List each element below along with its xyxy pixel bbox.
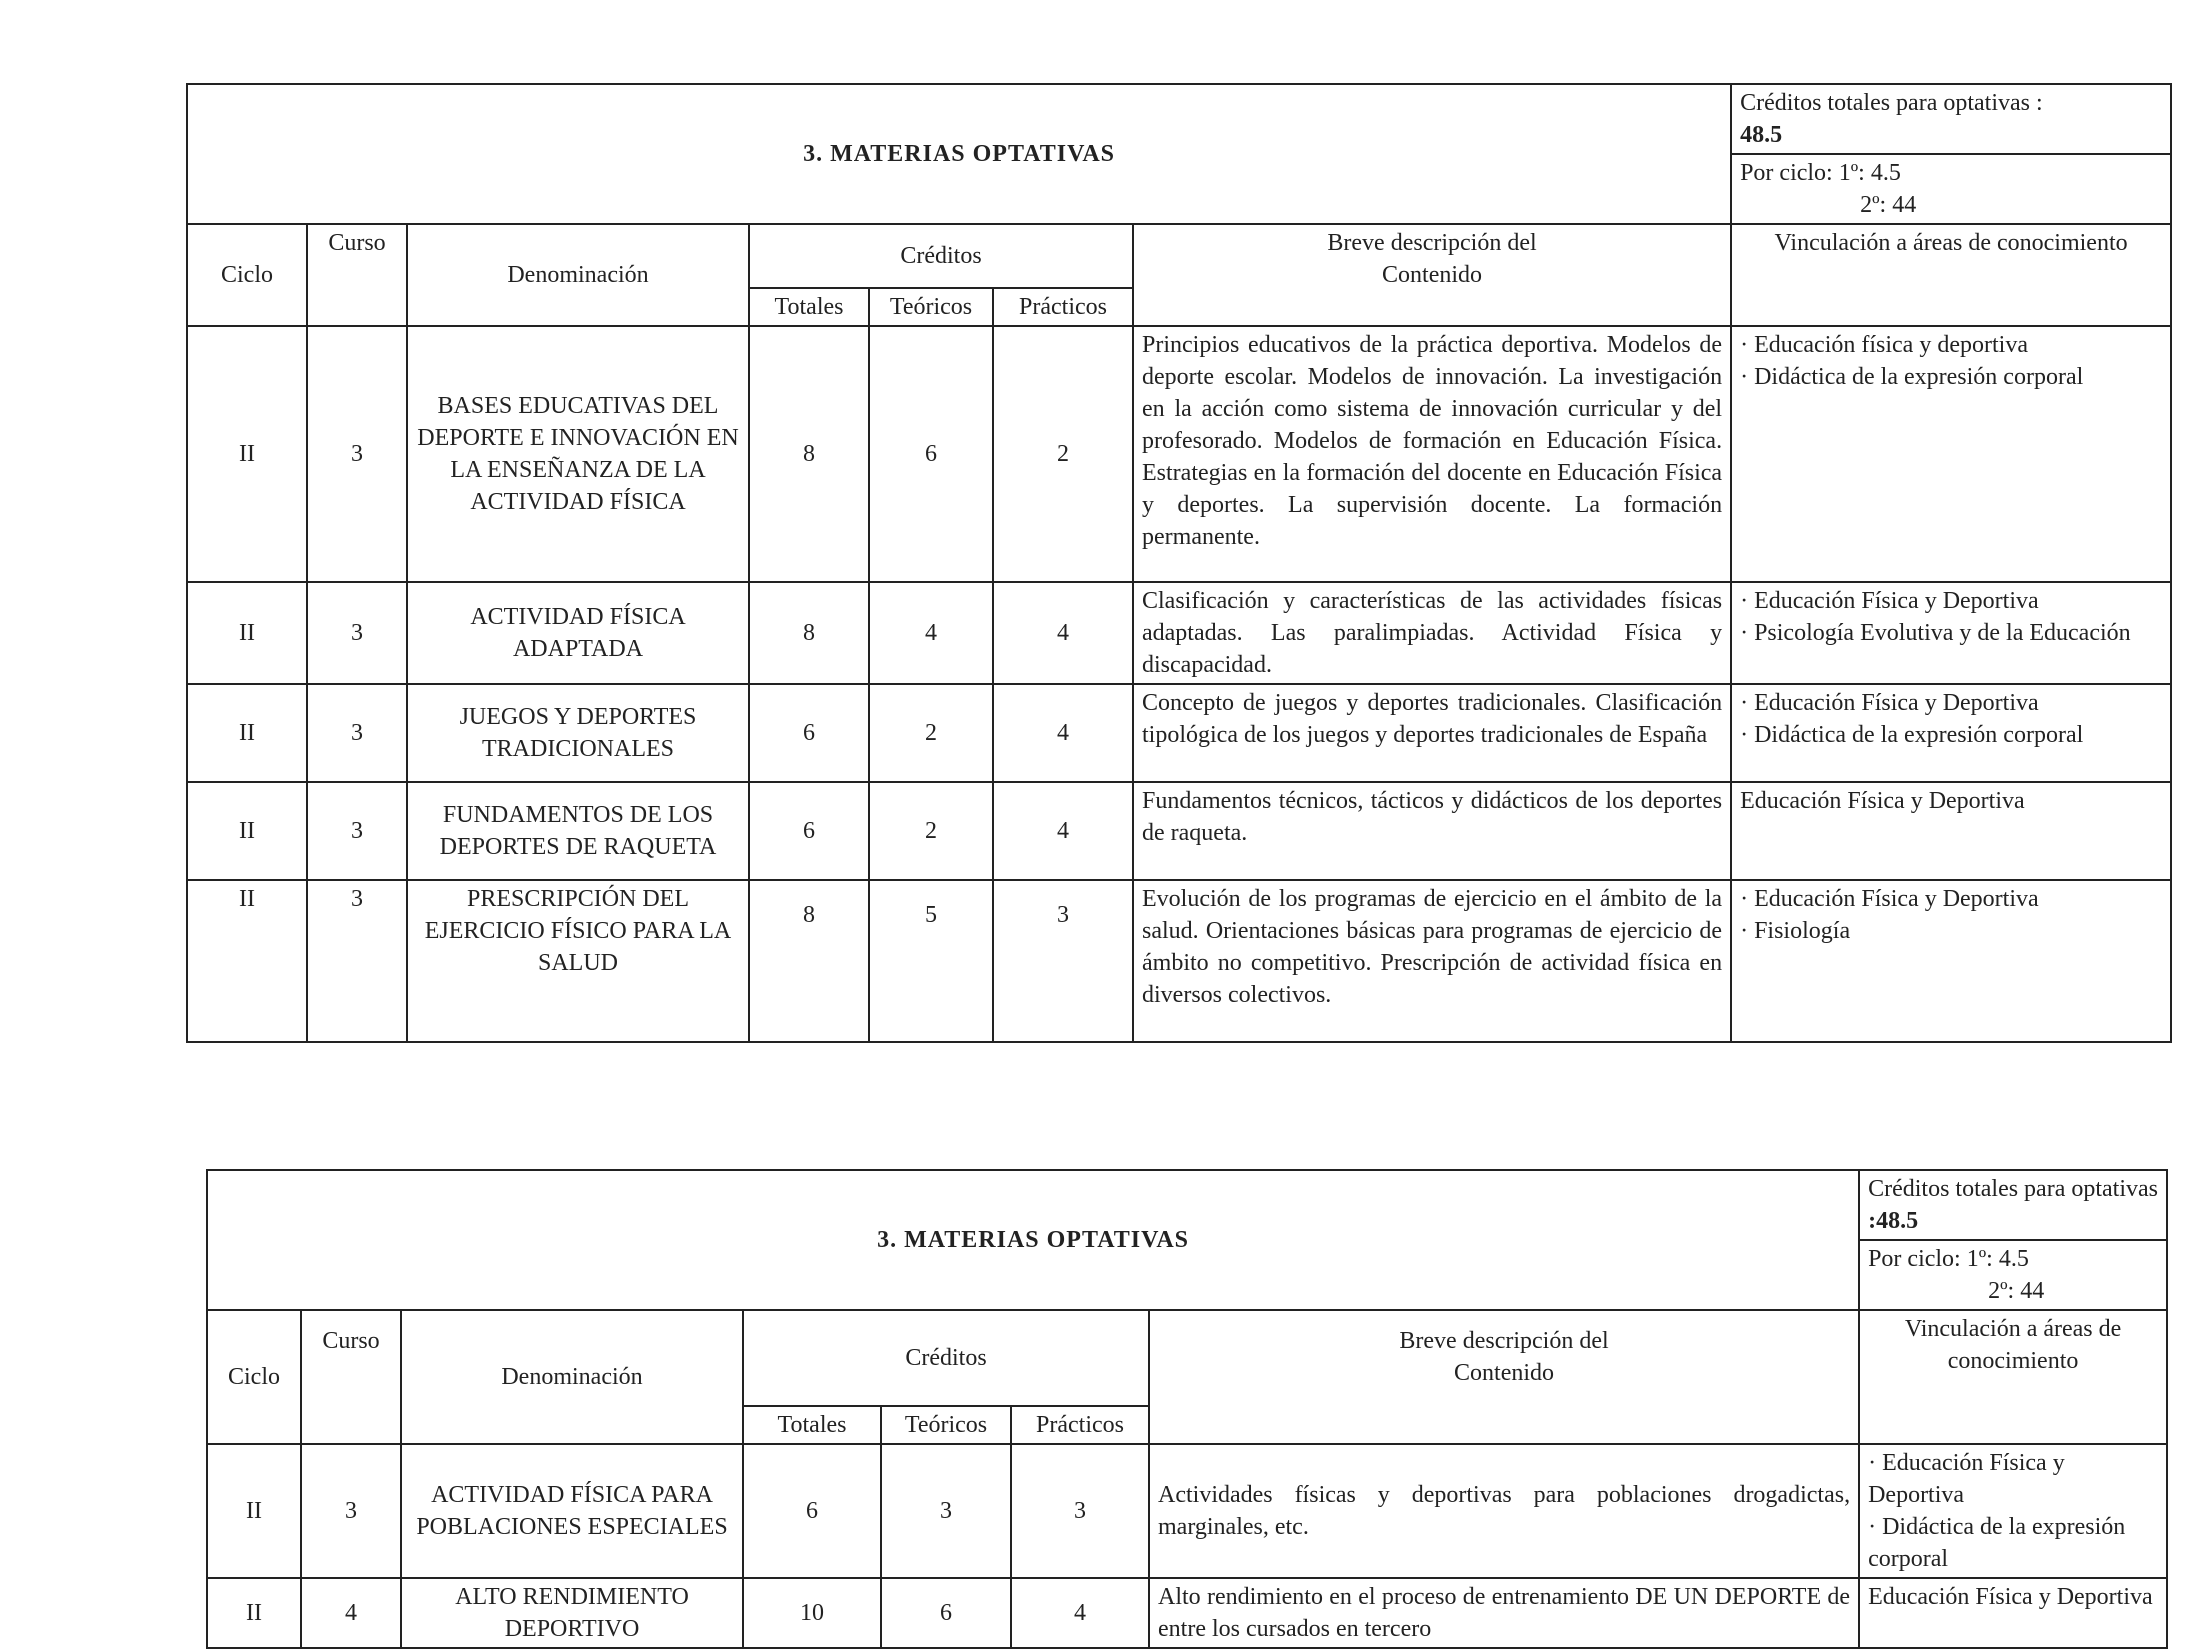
header-creditos: Créditos [749,224,1133,288]
cell-denominacion: ACTIVIDAD FÍSICA ADAPTADA [407,582,749,684]
cell-ciclo: II [207,1578,301,1648]
area-item: · Didáctica de la expresión corporal [1740,361,2162,393]
cell-ciclo: II [187,326,307,582]
cell-practicos: 4 [993,684,1133,782]
cell-descripcion: Principios educativos de la práctica deportiva. Modelos de deporte escolar. Modelos de innovación. La investigación en la acción como sistema de innovación curricular y del profesorado. Modelos de formación en Educación Física. Estrategias en la formación del docente en Educación Física y deportes. La supervisión docente. La formación permanente. [1133,326,1731,582]
area-item: · Educación Física y Deportiva [1740,585,2162,617]
cell-denominacion: PRESCRIPCIÓN DEL EJERCICIO FÍSICO PARA LA SALUD [407,880,749,1042]
area-item: · Educación Física y Deportiva [1868,1447,2158,1511]
header-descripcion-2: Contenido [1454,1360,1555,1386]
por-ciclo-cell [1859,1240,2167,1310]
header-vinculacion: Vinculación a áreas de conocimiento [1859,1310,2167,1444]
cell-curso: 3 [307,326,407,582]
header-denominacion: Denominación [401,1310,743,1444]
cell-teoricos: 5 [869,880,993,1042]
cell-curso: 3 [307,684,407,782]
header-vinculacion: Vinculación a áreas de conocimiento [1731,224,2171,326]
creditos-totales-value: 48.5 [1740,122,1783,148]
header-descripcion-2: Contenido [1382,262,1483,288]
creditos-totales-cell [1859,1170,2167,1240]
cell-practicos: 4 [993,782,1133,880]
header-ciclo: Ciclo [187,224,307,326]
creditos-totales-label: Créditos totales para optativas : [1740,90,2043,116]
cell-practicos: 2 [993,326,1133,582]
cell-denominacion: JUEGOS Y DEPORTES TRADICIONALES [407,684,749,782]
cell-teoricos: 2 [869,684,993,782]
creditos-totales-value: :48.5 [1868,1208,1919,1234]
header-denominacion: Denominación [407,224,749,326]
header-totales: Totales [743,1406,881,1444]
table-title: 3. MATERIAS OPTATIVAS [187,84,1731,224]
table-row [207,1578,2167,1648]
area-item: Educación Física y Deportiva [1740,788,2025,814]
table-row [187,582,2171,684]
cell-teoricos: 6 [881,1578,1011,1648]
cell-denominacion: ACTIVIDAD FÍSICA PARA POBLACIONES ESPECIALES [401,1444,743,1578]
area-item: · Educación Física y Deportiva [1740,687,2162,719]
cell-teoricos: 6 [869,326,993,582]
area-item: · Fisiología [1740,915,2162,947]
table-row [187,782,2171,880]
cell-curso: 3 [307,880,407,1042]
area-item: · Didáctica de la expresión corporal [1740,719,2162,751]
table-row [187,684,2171,782]
cell-ciclo: II [187,782,307,880]
cell-descripcion: Fundamentos técnicos, tácticos y didácticos de los deportes de raqueta. [1133,782,1731,880]
cell-denominacion: FUNDAMENTOS DE LOS DEPORTES DE RAQUETA [407,782,749,880]
cell-vinculacion [1731,684,2171,782]
area-item: · Psicología Evolutiva y de la Educación [1740,617,2162,649]
cell-curso: 4 [301,1578,401,1648]
cell-descripcion: Clasificación y características de las actividades físicas adaptadas. Las paralimpiadas. Actividad Física y discapacidad. [1133,582,1731,684]
area-item: · Didáctica de la expresión corporal [1868,1511,2158,1575]
optativas-table-1 [186,83,2172,1043]
cell-descripcion: Concepto de juegos y deportes tradicionales. Clasificación tipológica de los juegos y deportes tradicionales de España [1133,684,1731,782]
cell-practicos: 3 [1011,1444,1149,1578]
cell-vinculacion [1859,1444,2167,1578]
optativas-table-2 [206,1169,2168,1649]
header-practicos: Prácticos [1011,1406,1149,1444]
cell-vinculacion [1731,326,2171,582]
cell-ciclo: II [187,582,307,684]
cell-ciclo: II [187,684,307,782]
cell-practicos: 4 [1011,1578,1149,1648]
table-row [207,1444,2167,1578]
por-ciclo-2: 2º: 44 [1860,192,1917,218]
por-ciclo-cell [1731,154,2171,224]
table-row [187,880,2171,1042]
table-title: 3. MATERIAS OPTATIVAS [207,1170,1859,1310]
cell-totales: 6 [749,684,869,782]
area-item: · Educación física y deportiva [1740,329,2162,361]
cell-totales: 10 [743,1578,881,1648]
cell-vinculacion [1731,582,2171,684]
header-teoricos: Teóricos [869,288,993,326]
cell-teoricos: 4 [869,582,993,684]
header-creditos: Créditos [743,1310,1149,1406]
cell-descripcion: Evolución de los programas de ejercicio en el ámbito de la salud. Orientaciones básicas para programas de ejercicio de ámbito no competitivo. Prescripción de actividad física en diversos colectivos. [1133,880,1731,1042]
cell-practicos: 3 [993,880,1133,1042]
por-ciclo-label: Por ciclo: 1º: 4.5 [1868,1246,2029,1272]
cell-totales: 6 [749,782,869,880]
cell-denominacion: BASES EDUCATIVAS DEL DEPORTE E INNOVACIÓN EN LA ENSEÑANZA DE LA ACTIVIDAD FÍSICA [407,326,749,582]
cell-ciclo: II [207,1444,301,1578]
area-item: · Educación Física y Deportiva [1740,883,2162,915]
cell-ciclo: II [187,880,307,1042]
creditos-totales-label: Créditos totales para optativas [1868,1176,2158,1202]
header-descripcion-1: Breve descripción del [1327,230,1537,256]
header-practicos: Prácticos [993,288,1133,326]
creditos-totales-cell [1731,84,2171,154]
cell-vinculacion [1731,880,2171,1042]
cell-curso: 3 [307,582,407,684]
cell-curso: 3 [301,1444,401,1578]
header-totales: Totales [749,288,869,326]
header-curso: Curso [301,1310,401,1444]
cell-totales: 8 [749,326,869,582]
header-descripcion [1133,224,1731,326]
cell-vinculacion [1731,782,2171,880]
cell-curso: 3 [307,782,407,880]
area-item: Educación Física y Deportiva [1868,1584,2153,1610]
header-teoricos: Teóricos [881,1406,1011,1444]
cell-totales: 8 [749,880,869,1042]
header-descripcion-1: Breve descripción del [1399,1328,1609,1354]
cell-vinculacion [1859,1578,2167,1648]
cell-totales: 8 [749,582,869,684]
cell-totales: 6 [743,1444,881,1578]
header-descripcion [1149,1310,1859,1444]
por-ciclo-label: Por ciclo: 1º: 4.5 [1740,160,1901,186]
header-curso: Curso [307,224,407,326]
por-ciclo-2: 2º: 44 [1988,1278,2045,1304]
cell-teoricos: 3 [881,1444,1011,1578]
table-row [187,326,2171,582]
cell-descripcion: Actividades físicas y deportivas para poblaciones drogadictas, marginales, etc. [1149,1444,1859,1578]
cell-denominacion: ALTO RENDIMIENTO DEPORTIVO [401,1578,743,1648]
cell-practicos: 4 [993,582,1133,684]
header-ciclo: Ciclo [207,1310,301,1444]
cell-descripcion: Alto rendimiento en el proceso de entrenamiento DE UN DEPORTE de entre los cursados en tercero [1149,1578,1859,1648]
cell-teoricos: 2 [869,782,993,880]
